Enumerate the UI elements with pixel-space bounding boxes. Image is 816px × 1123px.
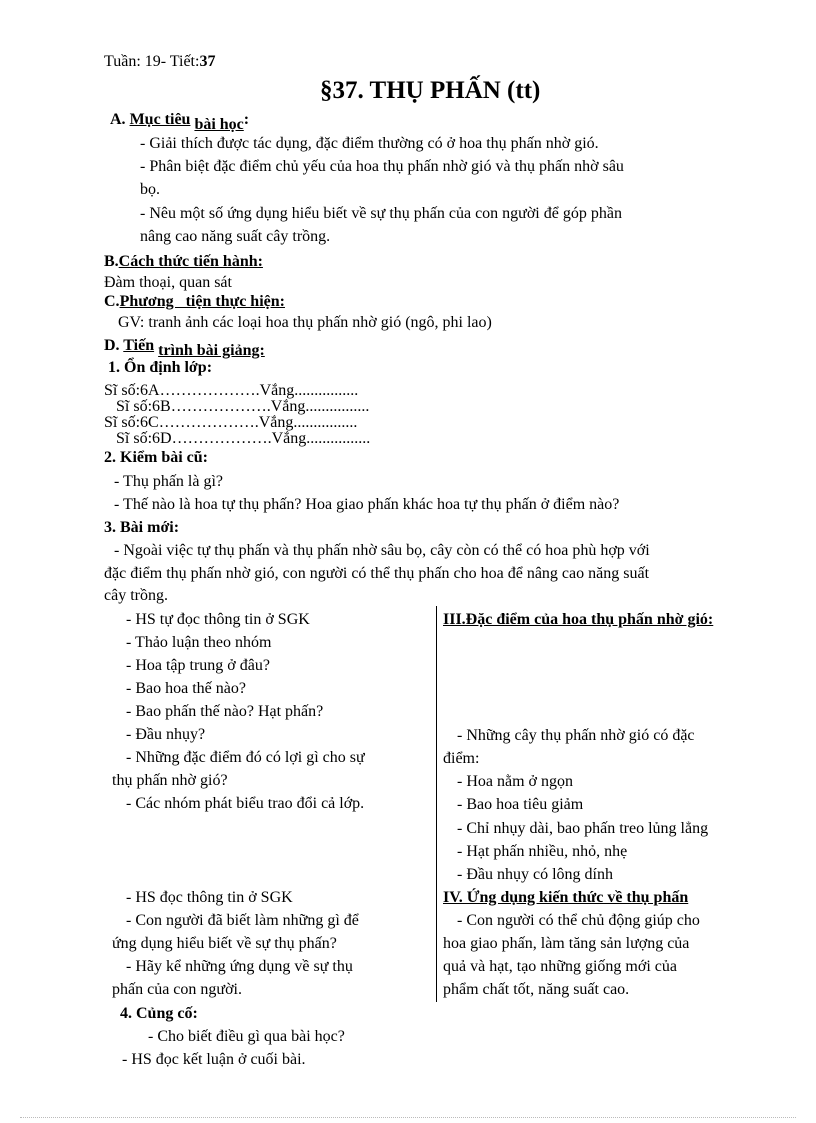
week-period-line bbox=[104, 52, 215, 72]
teacher-activity: - Những đặc điểm đó có lợi gì cho sự bbox=[126, 749, 365, 766]
teacher-activity: thụ phấn nhờ gió? bbox=[112, 772, 228, 789]
lesson-intro-line: cây trồng. bbox=[104, 587, 168, 604]
section-a-heading bbox=[110, 110, 250, 133]
column-divider bbox=[436, 606, 437, 1002]
section-c-label: C. bbox=[104, 293, 120, 310]
section-a-label: A. bbox=[110, 111, 126, 128]
content-item: - Những cây thụ phấn nhờ gió có đặc bbox=[457, 727, 695, 744]
content-item: - Đầu nhụy có lông dính bbox=[457, 866, 613, 883]
step-3-heading: 3. Bài mới: bbox=[104, 519, 180, 536]
teacher-activity: - Đầu nhụy? bbox=[126, 726, 206, 743]
section-d-title-2: trình bài giảng: bbox=[158, 342, 265, 359]
section-b-content: Đàm thoại, quan sát bbox=[104, 274, 232, 291]
objective-item: - Nêu một số ứng dụng hiểu biết về sự thụ phấn của con người để góp phần bbox=[140, 205, 622, 222]
review-item: - HS đọc kết luận ở cuối bài. bbox=[122, 1051, 306, 1068]
step-2-heading: 2. Kiểm bài cũ: bbox=[104, 449, 208, 466]
content-item: - Con người có thể chủ động giúp cho bbox=[457, 912, 700, 929]
teacher-activity: - HS tự đọc thông tin ở SGK bbox=[126, 611, 310, 628]
teacher-activity: - Bao phấn thế nào? Hạt phấn? bbox=[126, 703, 324, 720]
section-a-colon: : bbox=[243, 111, 250, 128]
objective-item: bọ. bbox=[140, 181, 160, 198]
content-item: - Chỉ nhụy dài, bao phấn treo lủng lẳng bbox=[457, 820, 709, 837]
teacher-activity: - Thảo luận theo nhóm bbox=[126, 634, 272, 651]
section-b-heading bbox=[104, 252, 263, 272]
week-period-label: Tuần: 19- Tiết: bbox=[104, 53, 200, 70]
content-heading-iii: III.Đặc điểm của hoa thụ phấn nhờ gió: bbox=[443, 611, 714, 628]
teacher-activity: - Hãy kể những ứng dụng về sự thụ bbox=[126, 958, 353, 975]
content-item: quả và hạt, tạo những giống mới của bbox=[443, 958, 677, 975]
teacher-activity: - Con người đã biết làm những gì để bbox=[126, 912, 359, 929]
step-1-heading: 1. Ổn định lớp: bbox=[108, 359, 213, 376]
period-number: 37 bbox=[199, 53, 216, 70]
section-b-title: Cách thức tiến hành: bbox=[118, 253, 263, 270]
objective-item: - Phân biệt đặc điểm chủ yếu của hoa thụ phấn nhờ gió và thụ phấn nhờ sâu bbox=[140, 158, 624, 175]
section-a-title-2: bài học bbox=[194, 116, 244, 133]
lesson-intro-line: đặc điểm thụ phấn nhờ gió, con người có thể thụ phấn cho hoa để nâng cao năng suất bbox=[104, 565, 650, 582]
content-heading-iv: IV. Ứng dụng kiến thức về thụ phấn bbox=[443, 889, 689, 906]
teacher-activity: - HS đọc thông tin ở SGK bbox=[126, 889, 293, 906]
attendance-line: Sĩ số:6D……………….Vắng................ bbox=[116, 430, 371, 447]
review-item: - Cho biết điều gì qua bài học? bbox=[148, 1028, 345, 1045]
page-title: §37. THỤ PHẤN (tt) bbox=[320, 77, 541, 104]
content-item: hoa giao phấn, làm tăng sản lượng của bbox=[443, 935, 690, 952]
lesson-intro-line: - Ngoài việc tự thụ phấn và thụ phấn nhờ sâu bọ, cây còn có thể có hoa phù hợp với bbox=[114, 542, 650, 559]
content-item: - Hoa nằm ở ngọn bbox=[457, 773, 573, 790]
section-d-heading bbox=[104, 336, 265, 359]
teacher-activity: - Hoa tập trung ở đâu? bbox=[126, 657, 270, 674]
section-b-label: B. bbox=[104, 253, 119, 270]
page-bottom-border bbox=[20, 1117, 796, 1118]
attendance-line: Sĩ số:6C……………….Vắng................ bbox=[104, 414, 358, 431]
review-question: - Thụ phấn là gì? bbox=[114, 473, 224, 490]
review-question: - Thế nào là hoa tự thụ phấn? Hoa giao phấn khác hoa tự thụ phấn ở điểm nào? bbox=[114, 496, 620, 513]
section-a-title-1: Mục tiêu bbox=[129, 111, 191, 128]
teacher-activity: phấn của con người. bbox=[112, 981, 242, 998]
attendance-line: Sĩ số:6A……………….Vắng................ bbox=[104, 382, 359, 399]
section-d-label: D. bbox=[104, 337, 120, 354]
content-item: - Bao hoa tiêu giảm bbox=[457, 796, 584, 813]
section-c-content: GV: tranh ảnh các loại hoa thụ phấn nhờ gió (ngô, phi lao) bbox=[118, 314, 492, 331]
section-c-heading bbox=[104, 292, 285, 312]
teacher-activity: - Bao hoa thế nào? bbox=[126, 680, 246, 697]
content-item: điểm: bbox=[443, 750, 480, 767]
attendance-line: Sĩ số:6B……………….Vắng................ bbox=[116, 398, 370, 415]
section-d-title-1: Tiến bbox=[123, 337, 155, 354]
section-c-title: Phương tiện thực hiện: bbox=[119, 293, 285, 310]
teacher-activity: ứng dụng hiểu biết về sự thụ phấn? bbox=[112, 935, 337, 952]
teacher-activity: - Các nhóm phát biểu trao đổi cả lớp. bbox=[126, 795, 365, 812]
objective-item: nâng cao năng suất cây trồng. bbox=[140, 228, 331, 245]
content-item: phẩm chất tốt, năng suất cao. bbox=[443, 981, 630, 998]
step-4-heading: 4. Củng cố: bbox=[120, 1005, 198, 1022]
objective-item: - Giải thích được tác dụng, đặc điểm thường có ở hoa thụ phấn nhờ gió. bbox=[140, 135, 599, 152]
content-item: - Hạt phấn nhiều, nhỏ, nhẹ bbox=[457, 843, 628, 860]
